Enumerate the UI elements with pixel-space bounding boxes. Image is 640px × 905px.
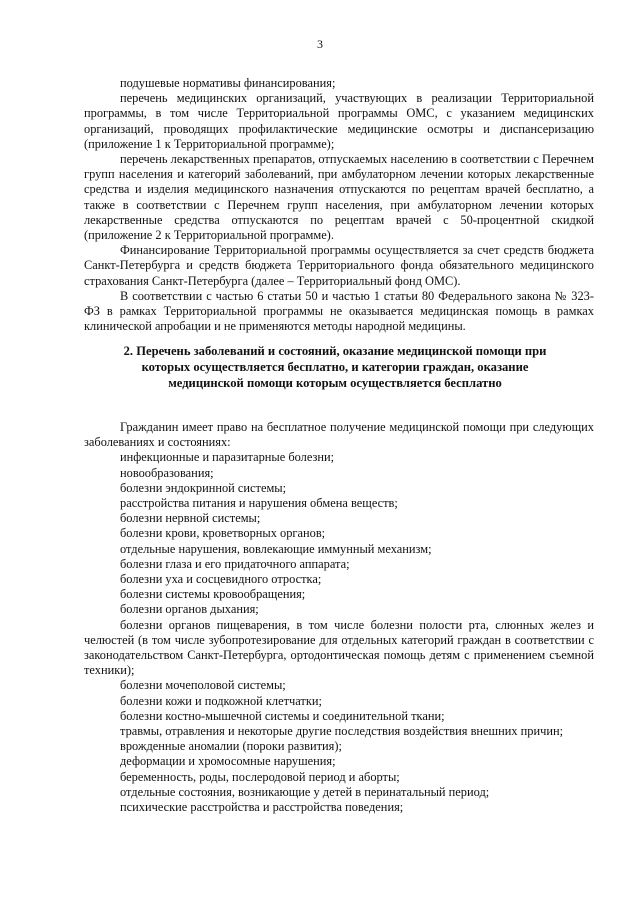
list-item: инфекционные и паразитарные болезни;: [120, 450, 335, 465]
list-item: травмы, отравления и некоторые другие последствия воздействия внешних причин;: [120, 724, 564, 739]
list-item: болезни костно-мышечной системы и соединительной ткани;: [120, 708, 445, 723]
section-heading: 2. Перечень заболеваний и состояний, оказание медицинской помощи при которых осуществляется бесплатно, и категории граждан, оказание медицинской помощи которым осуществляется бесплатно: [123, 344, 547, 391]
page-number: 3: [317, 37, 323, 51]
list-item: болезни органов пищеварения, в том числе болезни полости рта, слюнных желез и челюстей (в том числе зубопротезирование для отдельных категорий граждан в соответствии с законодательством Санкт-Петербурга, ортодонтическая помощь детям с применением съемной техники);: [84, 617, 594, 678]
list-item: болезни органов дыхания;: [120, 602, 259, 617]
list-item: болезни мочеполовой системы;: [120, 678, 286, 693]
intro-paragraphs: [84, 76, 594, 334]
list-item: врожденные аномалии (пороки развития);: [120, 739, 342, 754]
list-item: деформации и хромосомные нарушения;: [120, 754, 336, 769]
list-item: болезни уха и сосцевидного отростка;: [120, 572, 322, 587]
paragraph: перечень лекарственных препаратов, отпускаемых населению в соответствии с Перечнем групп населения и категорий заболеваний, при амбулаторном лечении которых лекарственные средства и изделия медицинского назначения отпускаются по рецептам врачей бесплатно, а также в соответствии с Перечнем групп населения, при амбулаторном лечении которых лекарственные средства отпускаются по рецептам врачей с 50-процентной скидкой (приложение 2 к Территориальной программе).: [84, 152, 594, 243]
list-item: болезни крови, кроветворных органов;: [120, 526, 326, 541]
paragraph: перечень медицинских организаций, участвующих в реализации Территориальной программы, в том числе Территориальной программы ОМС, с указанием медицинских организаций, проводящих профилактические медицинские осмотры и диспансеризацию (приложение 1 к Территориальной программе);: [84, 91, 594, 151]
list-item: расстройства питания и нарушения обмена веществ;: [120, 496, 398, 511]
list-item: беременность, роды, послеродовой период и аборты;: [120, 769, 400, 784]
list-item: болезни глаза и его придаточного аппарата;: [120, 556, 350, 571]
paragraph: Финансирование Территориальной программы осуществляется за счет средств бюджета Санкт-Петербурга и средств бюджета Территориального фонда обязательного медицинского страхования Санкт-Петербурга (далее – Территориальный фонд ОМС).: [84, 243, 594, 288]
list-item: болезни нервной системы;: [120, 511, 261, 526]
list-item: отдельные нарушения, вовлекающие иммунный механизм;: [120, 541, 432, 556]
list-item: отдельные состояния, возникающие у детей в перинатальный период;: [120, 784, 490, 799]
paragraph: подушевые нормативы финансирования;: [120, 76, 336, 90]
paragraph: В соответствии с частью 6 статьи 50 и частью 1 статьи 80 Федерального закона № 323-ФЗ в рамках Территориальной программы не оказывается медицинская помощь в рамках клинической апробации и не применяются методы народной медицины.: [84, 288, 594, 334]
list-item: болезни системы кровообращения;: [120, 587, 306, 602]
disease-list: [84, 420, 594, 815]
list-intro: Гражданин имеет право на бесплатное получение медицинской помощи при следующих заболеваниях и состояниях:: [84, 420, 594, 450]
list-item: новообразования;: [120, 465, 214, 480]
list-item: психические расстройства и расстройства поведения;: [120, 800, 404, 815]
list-item: болезни кожи и подкожной клетчатки;: [120, 693, 322, 708]
list-item: болезни эндокринной системы;: [120, 480, 287, 495]
